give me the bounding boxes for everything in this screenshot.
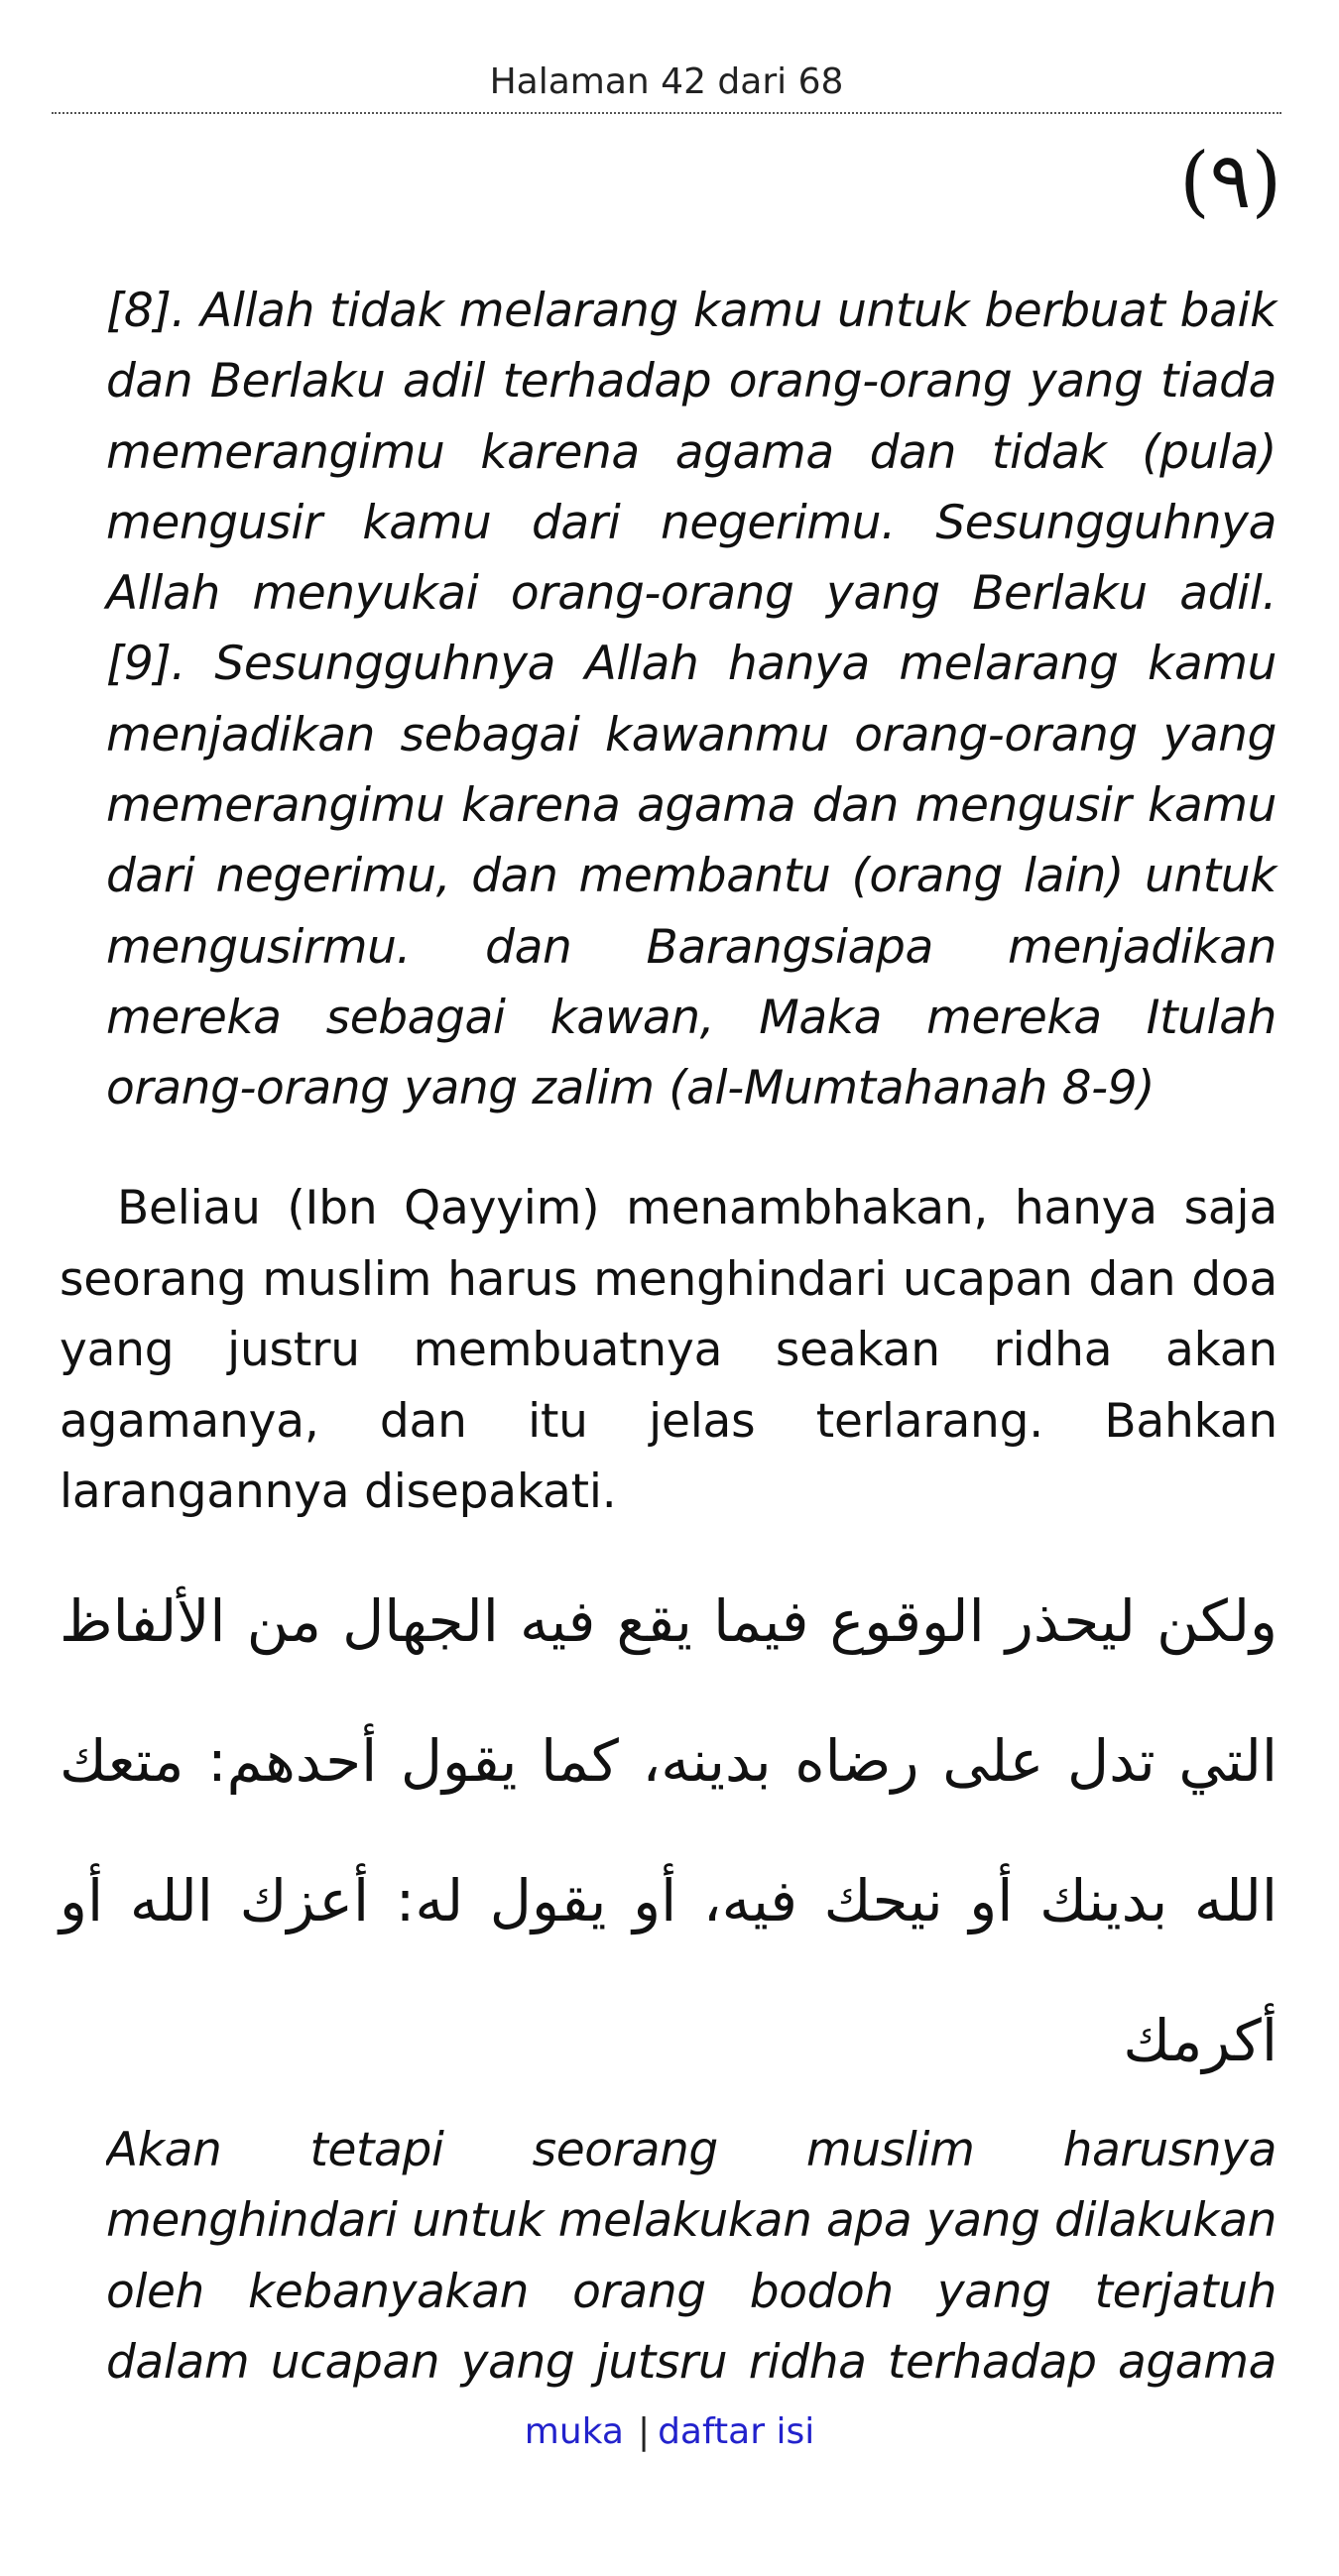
commentary-text: Beliau (Ibn Qayyim) menambhakan, hanya saja seorang muslim harus menghindari ucapan dan doa yang justru membuatnya seakan ridha akan agamanya, dan itu jelas terlarang. Bahkan larangannya disepakati. — [60, 1181, 1278, 1519]
table-of-contents-link[interactable]: daftar isi — [658, 2411, 815, 2452]
footer-navigation — [0, 2407, 1339, 2457]
footer-separator: | — [637, 2411, 651, 2452]
arabic-quote-translation: Akan tetapi seorang muslim harusnya menghindari untuk melakukan apa yang dilakukan oleh kebanyakan orang bodoh yang terjatuh dalam ucapan yang jutsru ridha terhadap agama — [106, 2123, 1277, 2390]
quran-translation-quote: [8]. Allah tidak melarang kamu untuk berbuat baik dan Berlaku adil terhadap orang-orang yang tiada memerangimu karena agama dan tidak (pula) mengusir kamu dari negerimu. Sesungguhnya Allah menyukai orang-orang yang Berlaku adil. [9]. Sesungguhnya Allah hanya melarang kamu menjadikan sebagai kawanmu orang-orang yang memerangimu karena agama dan mengusir kamu dari negerimu, dan membantu (orang lain) untuk mengusirmu. dan Barangsiapa menjadikan mereka sebagai kawan, Maka mereka Itulah orang-orang yang zalim (al-Mumtahanah 8-9) — [106, 284, 1277, 1116]
home-link[interactable]: muka — [524, 2411, 624, 2452]
verse-number: (٩) — [1179, 137, 1281, 226]
header-divider — [52, 112, 1281, 114]
page-indicator: Halaman 42 dari 68 — [489, 61, 844, 102]
commentary-paragraph — [60, 1173, 1278, 1528]
arabic-quote: ولكن ليحذر الوقوع فيما يقع فيه الجهال من الألفاظ التي تدل على رضاه بدينه، كما يقول أحدهم: متعك الله بدينك أو نيحك فيه، أو يقول له: أعزك الله أو أكرمك — [60, 1587, 1278, 2074]
